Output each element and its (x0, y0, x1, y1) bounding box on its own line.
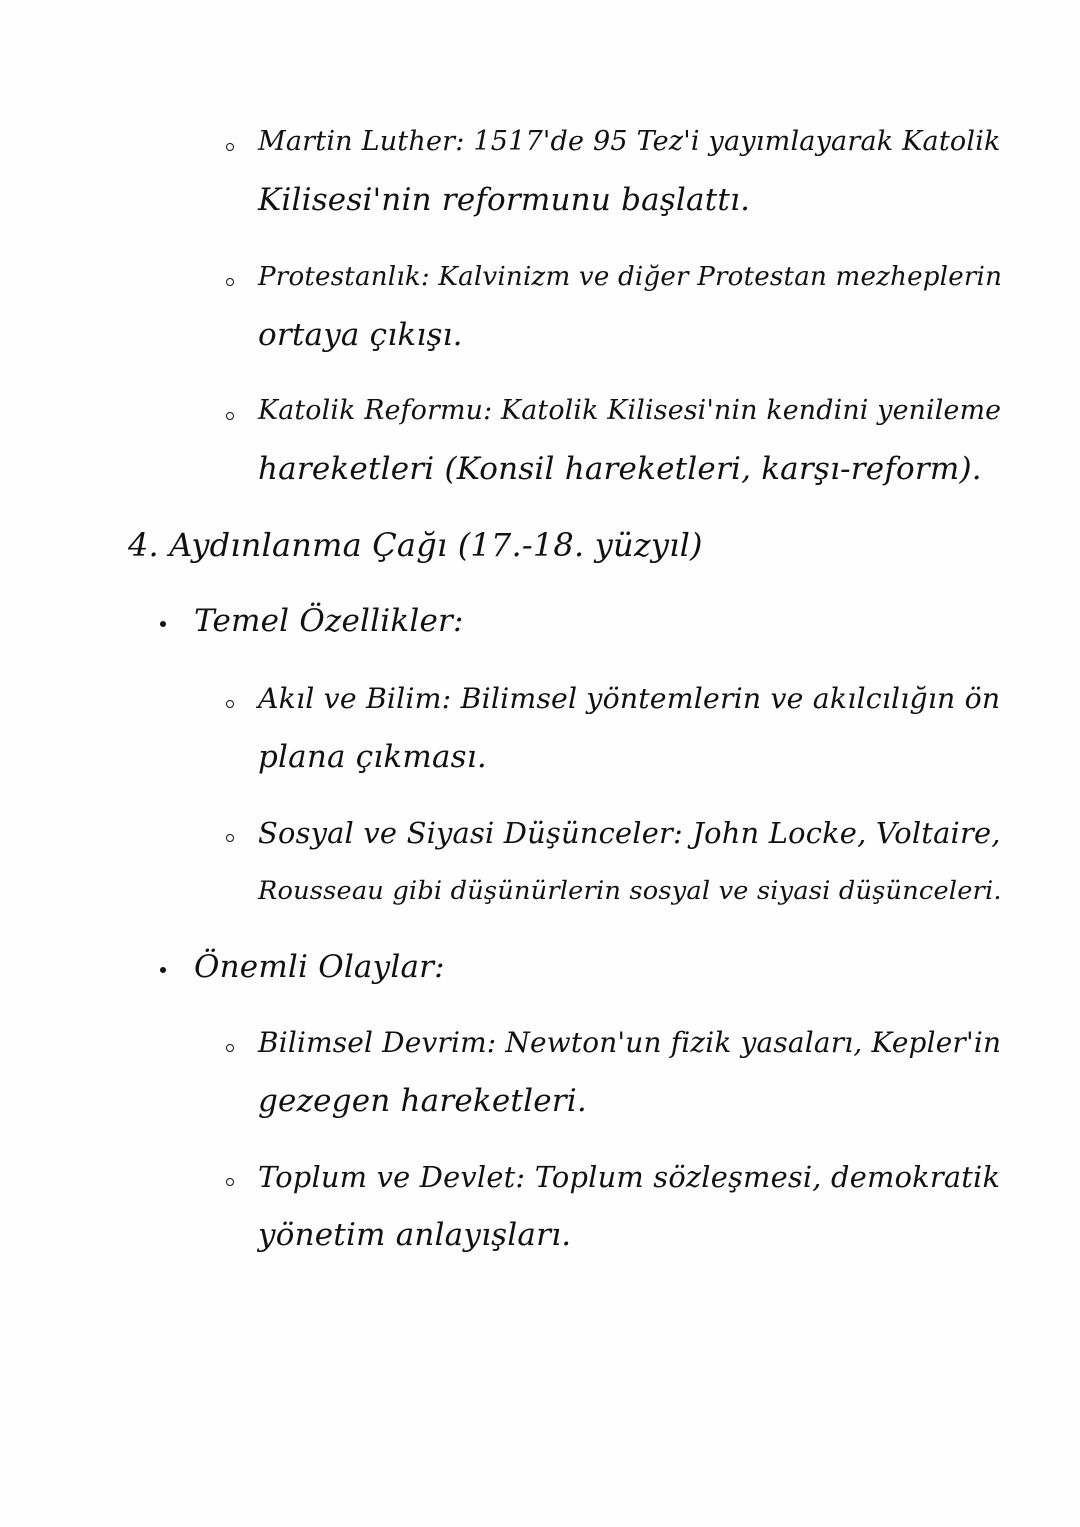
features-label: Temel Özellikler: (194, 603, 464, 639)
feature-reason-science-line1: Akıl ve Bilim: Bilimsel yöntemlerin ve akılcılığın ön (258, 682, 1001, 715)
reform-item-protestantism-line1: Protestanlık: Kalvinizm ve diğer Protestan mezheplerin (258, 262, 1003, 292)
hollow-bullet-icon (226, 412, 234, 420)
hollow-bullet-icon (226, 1178, 234, 1186)
hollow-bullet-icon (226, 700, 234, 708)
reform-item-catholic-reform-line2: hareketleri (Konsil hareketleri, karşı-reform). (258, 451, 982, 487)
hollow-bullet-icon (226, 834, 234, 842)
feature-social-political-line1: Sosyal ve Siyasi Düşünceler: John Locke, Voltaire, (258, 816, 1001, 850)
reform-item-protestantism-line2: ortaya çıkışı. (258, 317, 463, 353)
solid-bullet-icon (160, 621, 166, 627)
hollow-bullet-icon (226, 1044, 234, 1052)
reform-item-martin-luther-line2: Kilisesi'nin reformunu başlattı. (258, 182, 751, 218)
section-heading-enlightenment: 4. Aydınlanma Çağı (17.-18. yüzyıl) (128, 526, 703, 564)
event-scientific-revolution-line2: gezegen hareketleri. (258, 1083, 587, 1119)
event-society-state-line1: Toplum ve Devlet: Toplum sözleşmesi, demokratik (258, 1160, 1001, 1194)
events-label: Önemli Olaylar: (194, 949, 445, 985)
solid-bullet-icon (160, 967, 166, 973)
event-society-state-line2: yönetim anlayışları. (258, 1217, 572, 1253)
event-scientific-revolution-line1: Bilimsel Devrim: Newton'un fizik yasaları, Kepler'in (258, 1026, 1002, 1059)
feature-social-political-line2: Rousseau gibi düşünürlerin sosyal ve siyasi düşünceleri. (258, 876, 1002, 906)
hollow-bullet-icon (226, 278, 234, 286)
feature-reason-science-line2: plana çıkması. (258, 739, 487, 775)
hollow-bullet-icon (226, 143, 234, 151)
reform-item-catholic-reform-line1: Katolik Reformu: Katolik Kilisesi'nin kendini yenileme (258, 395, 1002, 426)
reform-item-martin-luther-line1: Martin Luther: 1517'de 95 Tez'i yayımlayarak Katolik (258, 126, 1001, 157)
